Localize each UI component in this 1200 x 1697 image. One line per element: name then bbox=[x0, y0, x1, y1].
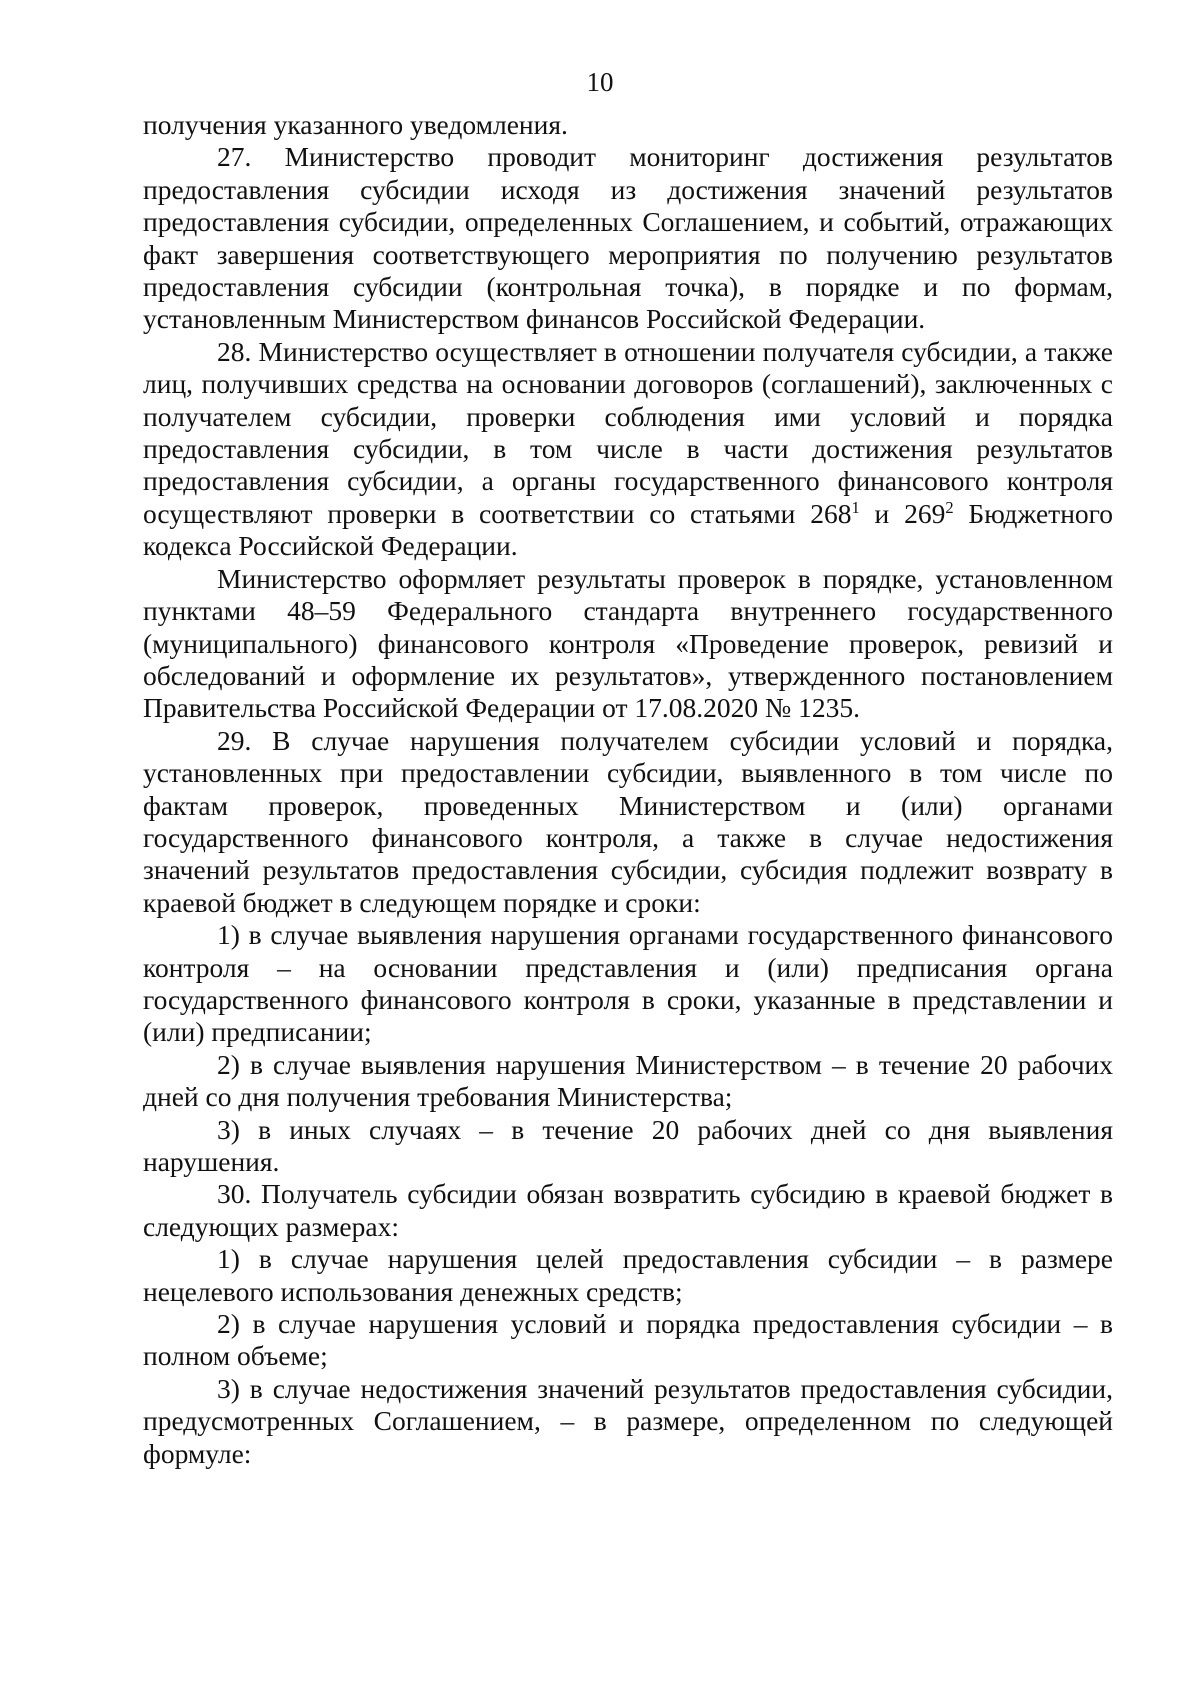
paragraph-continuation: получения указанного уведомления. bbox=[143, 109, 568, 140]
paragraph-30: 30. Получатель субсидии обязан возвратить субсидию в краевой бюджет в следующих размерах: bbox=[143, 1178, 1113, 1242]
superscript-1: 1 bbox=[851, 497, 860, 517]
paragraph-30-item-3: 3) в случае недостижения значений результатов предоставления субсидии, предусмотренных Соглашением, – в размере, определенном по следующей формуле: bbox=[143, 1372, 1113, 1469]
paragraph-29-item-1: 1) в случае выявления нарушения органами государственного финансового контроля – на основании представления и (или) предписания органа государственного финансового контроля в сроки, указанные в представлении и (или) предписании; bbox=[143, 919, 1113, 1048]
paragraph-28-inspection-results: Министерство оформляет результаты проверок в порядке, установленном пунктами 48–59 Федерального стандарта внутреннего государственного (муниципального) финансового контроля «Проведение проверок, ревизий и обследований и оформление их результатов», утвержденного постановлением Правительства Российской Федерации от 17.08.2020 № 1235. bbox=[143, 562, 1113, 724]
paragraph-30-item-1: 1) в случае нарушения целей предоставления субсидии – в размере нецелевого использования денежных средств; bbox=[143, 1243, 1113, 1307]
paragraph-30-item-2: 2) в случае нарушения условий и порядка предоставления субсидии – в полном объеме; bbox=[143, 1308, 1113, 1372]
document-body bbox=[143, 109, 1113, 1470]
page-number: 10 bbox=[586, 67, 614, 97]
paragraph-27: 27. Министерство проводит мониторинг достижения результатов предоставления субсидии исходя из достижения значений результатов предоставления субсидии, определенных Соглашением, и событий, отражающих факт завершения соответствующего мероприятия по получению результатов предоставления субсидии (контрольная точка), в порядке и по формам, установленным Министерством финансов Российской Федерации. bbox=[143, 141, 1113, 335]
superscript-2: 2 bbox=[945, 497, 954, 517]
paragraph-28-text-a: 28. Министерство осуществляет в отношении получателя субсидии, а также лиц, получивших средства на основании договоров (соглашений), заключенных с получателем субсидии, проверки соблюдения ими условий и порядка предоставления субсидии, в том числе в части достижения результатов предоставления субсидии, а органы государственного финансового контроля осуществляют проверки в соответствии со статьями 268 bbox=[143, 335, 1113, 529]
paragraph-28 bbox=[143, 336, 1113, 563]
paragraph-29-item-3: 3) в иных случаях – в течение 20 рабочих дней со дня выявления нарушения. bbox=[143, 1113, 1113, 1177]
paragraph-28-text-c: Бюджетного кодекса Российской Федерации. bbox=[143, 497, 1114, 562]
paragraph-29: 29. В случае нарушения получателем субсидии условий и порядка, установленных при предоставлении субсидии, выявленного в том числе по фактам проверок, проведенных Министерством и (или) органами государственного финансового контроля, а также в случае недостижения значений результатов предоставления субсидии, субсидия подлежит возврату в краевой бюджет в следующем порядке и сроки: bbox=[143, 724, 1113, 918]
paragraph-28-text-b: и 269 bbox=[859, 497, 946, 529]
paragraph-29-item-2: 2) в случае выявления нарушения Министерством – в течение 20 рабочих дней со дня получения требования Министерства; bbox=[143, 1048, 1113, 1113]
